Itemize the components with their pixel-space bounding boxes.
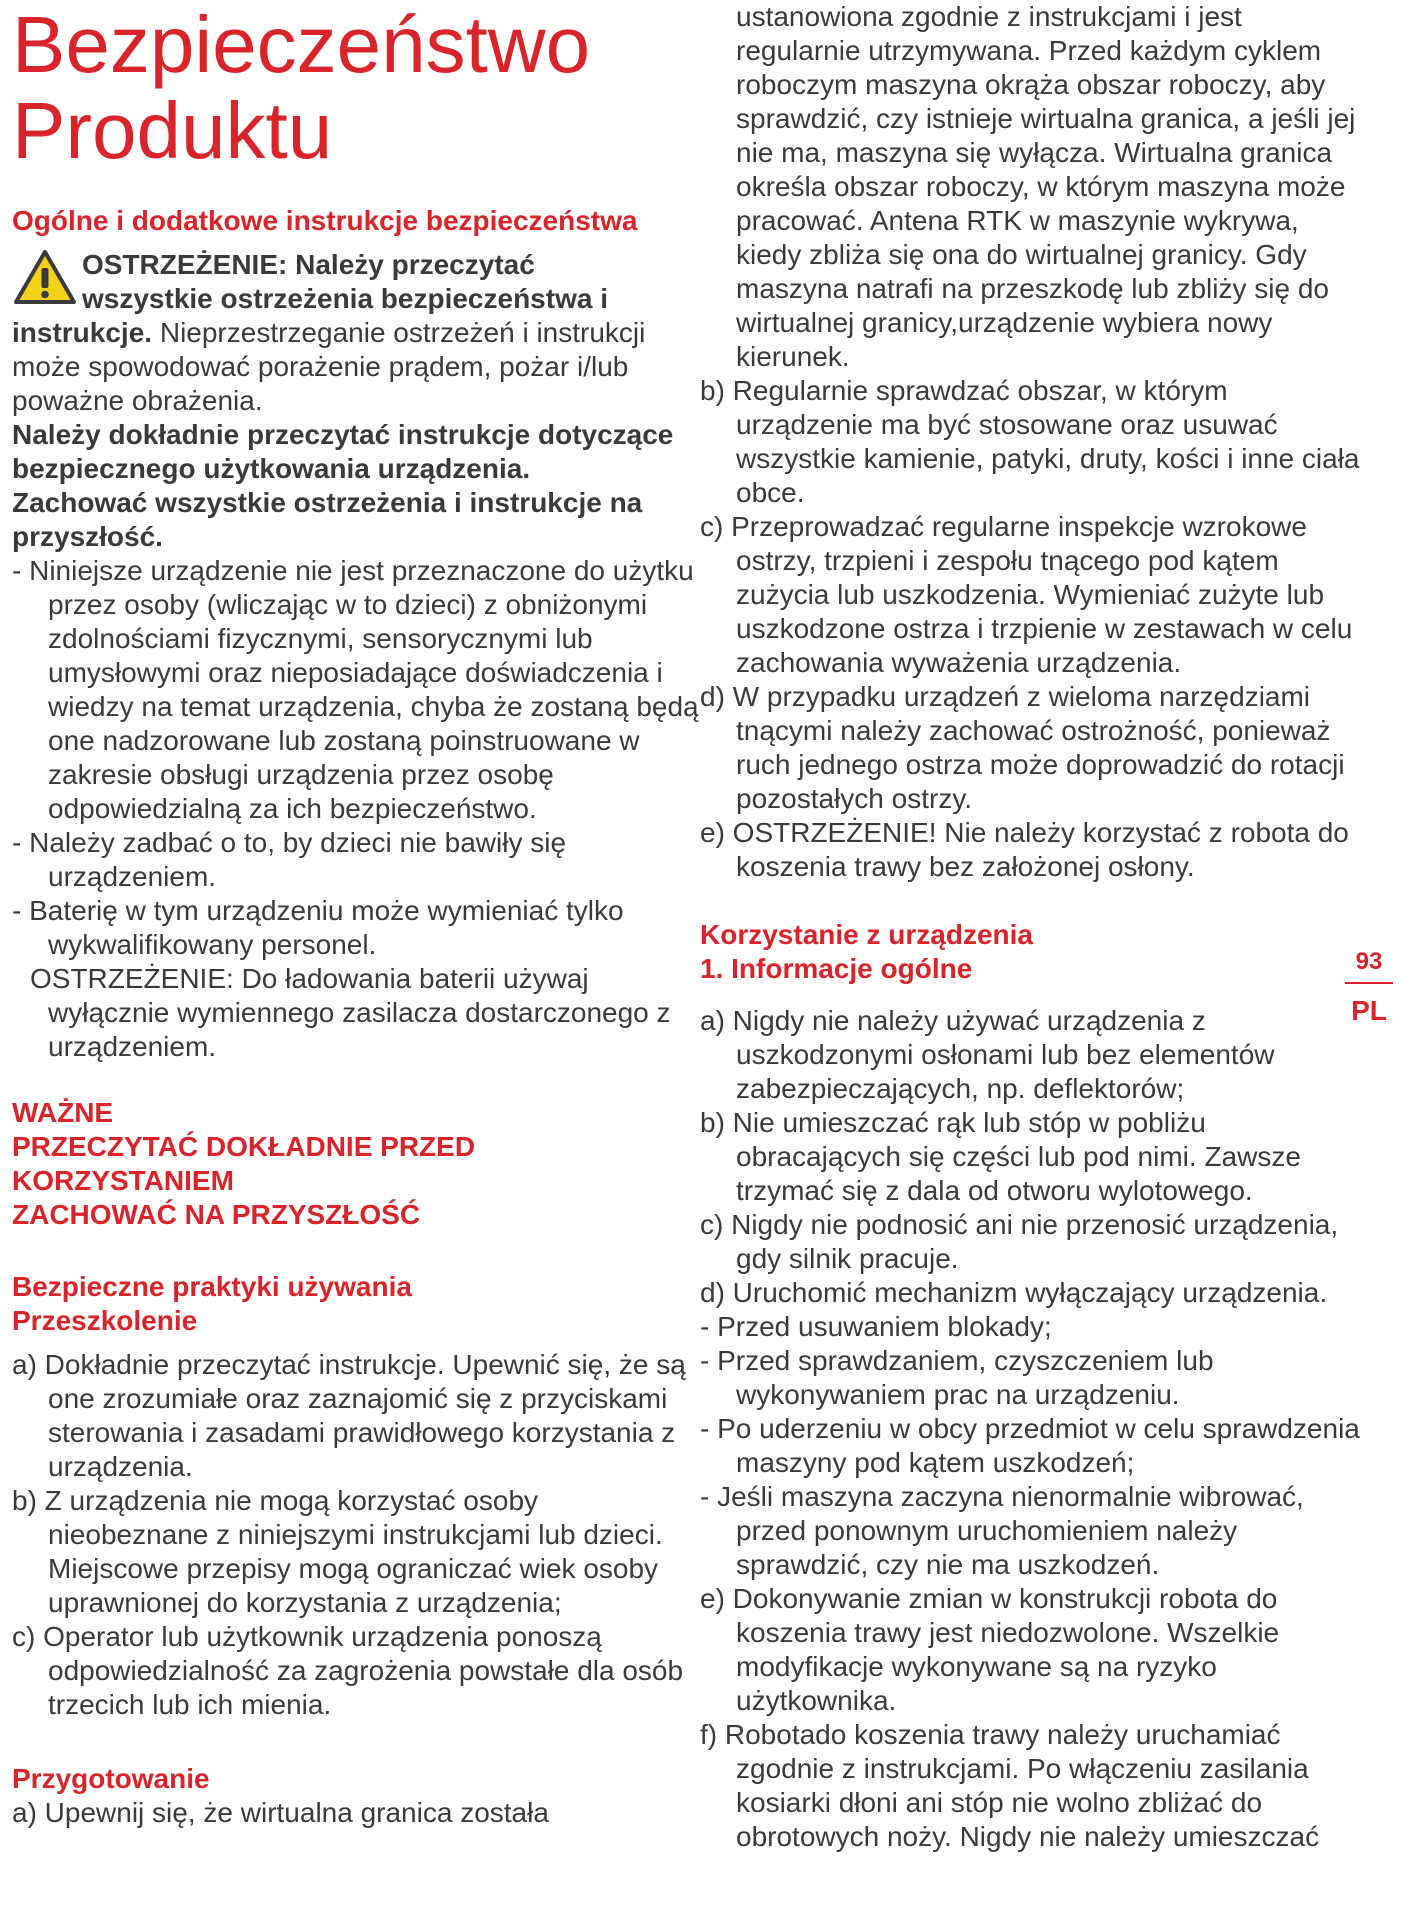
- list-item: - Należy zadbać o to, by dzieci nie bawiły się urządzeniem.: [12, 827, 567, 892]
- language-code: PL: [1351, 995, 1387, 1026]
- warning-text: Nieprzestrzeganie ostrzeżeń i instrukcji może spowodować porażenie prądem, pożar i/lub poważne obrażenia.: [12, 317, 646, 416]
- list-item: d) Uruchomić mechanizm wyłączający urządzenia.: [700, 1277, 1328, 1308]
- right-column: [700, 0, 1360, 1854]
- bold-instruction: Należy dokładnie przeczytać instrukcje dotyczące bezpiecznego użytkowania urządzenia.: [12, 419, 674, 484]
- important-line: KORZYSTANIEM: [12, 1165, 234, 1196]
- list-item: c) Operator lub użytkownik urządzenia ponoszą odpowiedzialność za zagrożenia powstałe dla osób trzecich lub ich mienia.: [12, 1621, 684, 1720]
- bold-instruction: Zachować wszystkie ostrzeżenia i instrukcje na przyszłość.: [12, 487, 643, 552]
- list-item: - Przed usuwaniem blokady;: [700, 1311, 1052, 1342]
- list-item: - Niniejsze urządzenie nie jest przeznaczone do użytku przez osoby (wliczając w to dzieci) z obniżonymi zdolnościami fizycznymi, sensorycznymi lub umysłowymi oraz nieposiadające doświadczenia i wiedzy na temat urządzenia, chyba że zostaną będą one nadzorowane lub zostaną poinstruowane w zakresie obsługi urządzenia przez osobę odpowiedzialną za ich bezpieczeństwo.: [12, 555, 699, 824]
- list-item: e) OSTRZEŻENIE! Nie należy korzystać z robota do koszenia trawy bez założonej osłony.: [700, 817, 1349, 882]
- list-item: b) Nie umieszczać rąk lub stóp w pobliżu obracających się części lub pod nimi. Zawsze trzymać się z dala od otworu wylotowego.: [700, 1107, 1301, 1206]
- list-item: c) Przeprowadzać regularne inspekcje wzrokowe ostrzy, trzpieni i zespołu tnącego pod kątem zużycia lub uszkodzenia. Wymieniać zużyte lub uszkodzone ostrza i trzpienie w zestawach w celu zachowania wyważenia urządzenia.: [700, 511, 1353, 678]
- page-title: [12, 0, 702, 174]
- battery-warning: OSTRZEŻENIE: Do ładowania baterii używaj wyłącznie wymiennego zasilacza dostarczonego z urządzeniem.: [30, 963, 671, 1062]
- page-marker: [1345, 948, 1393, 1028]
- warning-triangle-icon: [12, 248, 78, 306]
- important-line: WAŻNE: [12, 1097, 114, 1128]
- section-heading-general-info: 1. Informacje ogólne: [700, 953, 973, 984]
- title-line: Produktu: [12, 86, 333, 175]
- section-heading-preparation: Przygotowanie: [12, 1763, 210, 1794]
- warning-block: [12, 248, 702, 418]
- section-heading-general-safety: Ogólne i dodatkowe instrukcje bezpieczeństwa: [12, 205, 638, 236]
- list-item: a) Dokładnie przeczytać instrukcje. Upewnić się, że są one zrozumiałe oraz zaznajomić się z przyciskami sterowania i zasadami prawidłowego korzystania z urządzenia.: [12, 1349, 686, 1482]
- warning-bold-line: wszystkie ostrzeżenia bezpieczeństwa i: [82, 283, 608, 314]
- left-column: [12, 0, 702, 1830]
- list-item: a) Upewnij się, że wirtualna granica została: [12, 1797, 549, 1828]
- list-item: - Przed sprawdzaniem, czyszczeniem lub wykonywaniem prac na urządzeniu.: [700, 1345, 1214, 1410]
- section-heading-practices: Bezpieczne praktyki używania: [12, 1271, 412, 1302]
- list-item: - Jeśli maszyna zaczyna nienormalnie wibrować, przed ponownym uruchomieniem należy sprawdzić, czy nie ma uszkodzeń.: [700, 1481, 1304, 1580]
- list-item: d) W przypadku urządzeń z wieloma narzędziami tnącymi należy zachować ostrożność, ponieważ ruch jednego ostrza może doprowadzić do rotacji pozostałych ostrzy.: [700, 681, 1345, 814]
- prep-continued: ustanowiona zgodnie z instrukcjami i jest regularnie utrzymywana. Przed każdym cyklem roboczym maszyna okrąża obszar roboczy, aby sprawdzić, czy istnieje wirtualna granica, a jeśli jej nie ma, maszyna się wyłącza. Wirtualna granica określa obszar roboczy, w którym maszyna może pracować. Antena RTK w maszynie wykrywa, kiedy zbliża się ona do wirtualnej granicy. Gdy maszyna natrafi na przeszkodę lub zbliży się do wirtualnej granicy,urządzenie wybiera nowy kierunek.: [736, 1, 1356, 372]
- important-line: ZACHOWAĆ NA PRZYSZŁOŚĆ: [12, 1199, 421, 1230]
- list-item: b) Regularnie sprawdzać obszar, w którym urządzenie ma być stosowane oraz usuwać wszystkie kamienie, patyki, druty, kości i inne ciała obce.: [700, 375, 1360, 508]
- section-heading-usage: Korzystanie z urządzenia: [700, 919, 1033, 950]
- important-line: PRZECZYTAĆ DOKŁADNIE PRZED: [12, 1131, 476, 1162]
- section-heading-training: Przeszkolenie: [12, 1305, 198, 1336]
- list-item: c) Nigdy nie podnosić ani nie przenosić urządzenia, gdy silnik pracuje.: [700, 1209, 1339, 1274]
- list-item: - Po uderzeniu w obcy przedmiot w celu sprawdzenia maszyny pod kątem uszkodzeń;: [700, 1413, 1360, 1478]
- list-item: b) Z urządzenia nie mogą korzystać osoby nieobeznane z niniejszymi instrukcjami lub dzieci. Miejscowe przepisy mogą ograniczać wiek osoby uprawnionej do korzystania z urządzenia;: [12, 1485, 663, 1618]
- list-item: - Baterię w tym urządzeniu może wymieniać tylko wykwalifikowany personel.: [12, 895, 624, 960]
- important-notice: [12, 1096, 702, 1232]
- list-item: e) Dokonywanie zmian w konstrukcji robota do koszenia trawy jest niedozwolone. Wszelkie modyfikacje wykonywane są na ryzyko użytkownika.: [700, 1583, 1280, 1716]
- title-line: Bezpieczeństwo: [12, 0, 591, 89]
- warning-bold-line: instrukcje.: [12, 317, 153, 348]
- list-item: a) Nigdy nie należy używać urządzenia z uszkodzonymi osłonami lub bez elementów zabezpieczających, np. deflektorów;: [700, 1005, 1275, 1104]
- page-number: 93: [1345, 948, 1393, 984]
- warning-bold-line: OSTRZEŻENIE: Należy przeczytać: [82, 249, 535, 280]
- list-item: f) Robotado koszenia trawy należy uruchamiać zgodnie z instrukcjami. Po włączeniu zasilania kosiarki dłoni ani stóp nie wolno zbliżać do obrotowych noży. Nigdy nie należy umieszczać: [700, 1719, 1320, 1852]
